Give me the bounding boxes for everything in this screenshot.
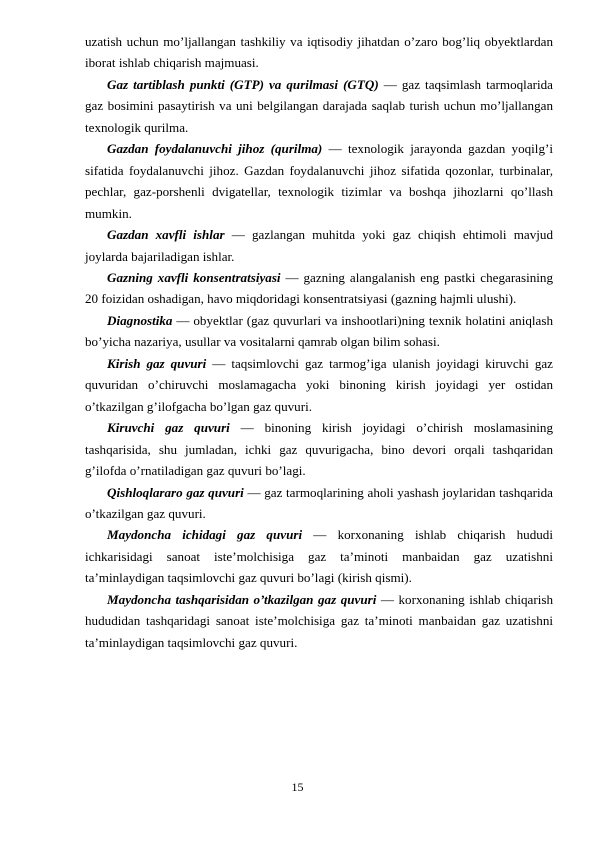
definition-paragraph (85, 224, 553, 267)
term: Maydoncha tashqarisidan o’tkazilgan gaz quvuri (107, 591, 377, 607)
definition-paragraph (85, 267, 553, 310)
definition-paragraph (85, 417, 553, 481)
intro-paragraph: uzatish uchun mo’ljallangan tashkiliy va iqtisodiy jihatdan o’zaro bog’liq obyektlardan iborat ishlab chiqarish majmuasi. (85, 34, 553, 71)
term: Gazning xavfli konsentratsiyasi (107, 269, 281, 285)
definition: — korxonaning ishlab chiqarish hududi ichkarisidagi sanoat iste’molchisiga gaz ta’minoti manbaidan gaz uzatishni ta’minlaydigan taqsimlovchi gaz quvuri bo’lagi (kirish qismi). (85, 527, 553, 586)
definition-paragraph (85, 524, 553, 588)
term: Gaz tartiblash punkti (GTP) va qurilmasi (GTQ) (107, 76, 379, 92)
definition-paragraph (85, 482, 553, 525)
definition: — gaz taqsimlash tarmoqlarida gaz bosimini pasaytirish va uni belgilangan darajada saqlab turish uchun mo’ljallangan texnologik qurilma. (85, 76, 553, 135)
definition-paragraph (85, 310, 553, 353)
definition-paragraph (85, 589, 553, 653)
definition: — obyektlar (gaz quvurlari va inshootlari)ning texnik holatini aniqlash bo’yicha nazariya, usullar va vositalarni qamrab olgan bilim sohasi. (85, 312, 553, 350)
term: Gazdan xavfli ishlar (107, 227, 225, 243)
definition-paragraph (85, 74, 553, 138)
term: Kirish gaz quvuri (107, 355, 207, 371)
page-number: 15 (291, 780, 304, 794)
document-page (85, 31, 553, 653)
term: Gazdan foydalanuvchi jihoz (qurilma) (107, 141, 323, 157)
definition: — korxonaning ishlab chiqarish hududidan tashqaridagi sanoat iste’molchisiga gaz ta’minoti manbaidan gaz uzatishni ta’minlaydigan taqsimlovchi gaz quvuri. (85, 591, 553, 650)
definition: — gazning alangalanish eng pastki chegarasining 20 foizidan oshadigan, havo miqdoridagi konsentratsiyasi (gazning hajmli ulushi). (85, 269, 553, 307)
definition: — gaz tarmoqlarining aholi yashash joylaridan tashqarida o’tkazilgan gaz quvuri. (85, 484, 553, 521)
definition-paragraph (85, 138, 553, 224)
definition-paragraph (85, 353, 553, 417)
term: Maydoncha ichidagi gaz quvuri (107, 527, 303, 543)
term: Diagnostika (107, 312, 173, 328)
term: Qishloqlararo gaz quvuri (107, 484, 244, 500)
definition: — taqsimlovchi gaz tarmog’iga ulanish joyidagi kiruvchi gaz quvuridan o’chiruvchi moslamagacha yoki binoning kirish joyidagi yer ostidan o’tkazilgan g’ilofgacha bo’lgan gaz quvuri. (85, 355, 553, 414)
definition: — gazlangan muhitda yoki gaz chiqish ehtimoli mavjud joylarda bajariladigan ishlar. (85, 227, 553, 264)
definition: — texnologik jarayonda gazdan yoqilg’i sifatida foydalanuvchi jihoz. Gazdan foydalanuvchi jihoz sifatida qozonlar, turbinalar, pechlar, gaz-porshenli dvigatellar, texnologik tizimlar va boshqa jihozlarni qo’llash mumkin. (85, 141, 553, 221)
definition: — binoning kirish joyidagi o’chirish moslamasining tashqarisida, shu jumladan, ichki gaz quvurigacha, bino devori orqali tashqaridan g’ilofda o’rnatiladigan gaz quvuri bo’lagi. (85, 420, 554, 479)
term: Kiruvchi gaz quvuri (107, 420, 230, 436)
